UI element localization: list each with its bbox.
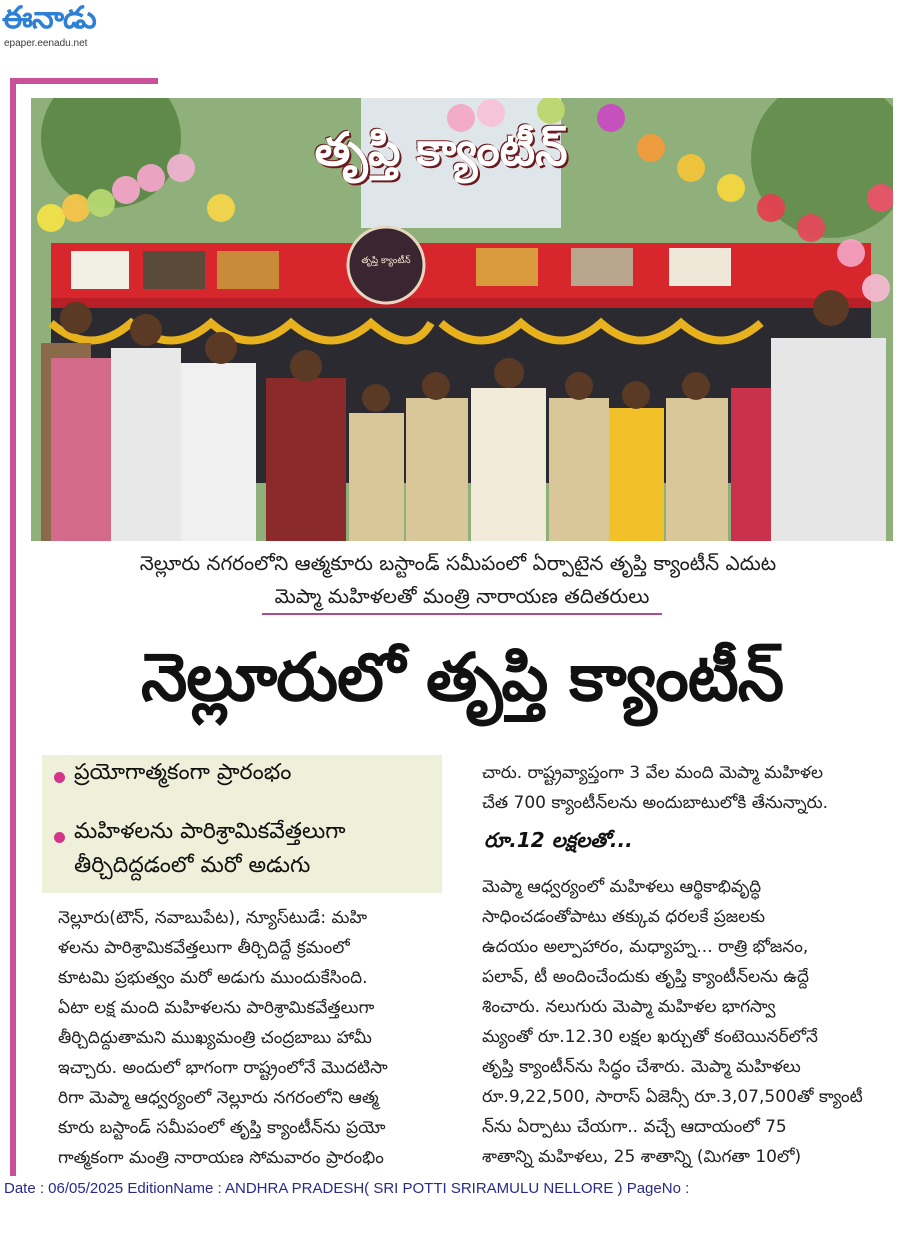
photo-caption-line2: మెప్మా మహిళలతో మంత్రి నారాయణ తదితరులు <box>274 584 650 608</box>
text-line: మ్యంతో రూ.12.30 లక్షల ఖర్చుతో కంటెయినర్‌లోనే <box>482 1027 818 1047</box>
article-body-right <box>482 872 890 1172</box>
text-line: ఏటా లక్ష మంది మహిళలను పారిశ్రామికవేత్తలుగా <box>58 998 375 1018</box>
text-line: రిగా మెప్మా ఆధ్వర్యంలో నెల్లూరు నగరంలోని ఆత్మ <box>58 1088 379 1108</box>
text-line: పలావ్, టీ అందించేందుకు తృప్తి క్యాంటీన్‌లను ఉద్దే <box>482 967 809 987</box>
canteen-badge-text: తృప్తి క్యాంటీన్ <box>361 256 411 266</box>
caption-underline <box>262 613 662 615</box>
highlight-item: తీర్చిదిద్దడంలో మరో అడుగు <box>74 853 311 878</box>
text-line: ఉదయం అల్పాహారం, మధ్యాహ్న... రాత్రి భోజనం, <box>482 937 809 957</box>
article-body-left <box>58 903 446 1173</box>
highlight-item: ప్రయోగాత్మకంగా ప్రారంభం <box>74 760 292 785</box>
edition-footer: Date : 06/05/2025 EditionName : ANDHRA PRADESH( SRI POTTI SRIRAMULU NELLORE ) PageNo : <box>4 1180 690 1197</box>
sub-heading: రూ.12 లక్షలతో... <box>484 828 633 852</box>
article-body-right-top <box>482 758 890 818</box>
frame-top-rule <box>10 78 158 84</box>
text-line: ళలను పారిశ్రామికవేత్తలుగా తీర్చిదిద్దే క్రమంలో <box>58 938 350 958</box>
epaper-url: epaper.eenadu.net <box>4 38 88 49</box>
highlights-box <box>42 755 442 893</box>
frame-left-rule <box>10 78 16 1176</box>
photo-caption-line1: నెల్లూరు నగరంలోని ఆత్మకూరు బస్టాండ్ సమీపంలో ఏర్పాటైన తృప్తి క్యాంటీన్ ఎదుట <box>139 551 777 575</box>
canteen-sign-text: తృప్తి క్యాంటీన్ <box>314 122 568 176</box>
text-line: ఇచ్చారు. అందులో భాగంగా రాష్ట్రంలోనే మొదటిసా <box>58 1058 388 1078</box>
text-line: తృప్తి క్యాంటీన్‌ను సిద్ధం చేశారు. మెప్మా మహిళలు <box>482 1057 801 1077</box>
text-line: కూటమి ప్రభుత్వం మరో అడుగు ముందుకేసింది. <box>58 968 368 988</box>
text-line: రూ.9,22,500, సారాస్ ఏజెన్సీ రూ.3,07,500తో క్యాంటీ <box>482 1087 863 1107</box>
text-line: చేత 700 క్యాంటీన్‌లను అందుబాటులోకి తేనున్నారు. <box>482 793 828 813</box>
eenadu-logo: ఈనాడు <box>2 0 96 36</box>
text-line: శాతాన్ని మహిళలు, 25 శాతాన్ని (మిగతా 10లో) <box>482 1147 802 1167</box>
text-line: చారు. రాష్ట్రవ్యాప్తంగా 3 వేల మంది మెప్మా మహిళల <box>482 763 824 783</box>
text-line: గాత్మకంగా మంత్రి నారాయణ సోమవారం ప్రారంభిం <box>58 1148 384 1168</box>
page-headline: నెల్లూరులో తృప్తి క్యాంటీన్ <box>140 639 784 716</box>
text-line: శించారు. నలుగురు మెప్మా మహిళల భాగస్వా <box>482 997 776 1017</box>
news-photo <box>31 98 893 541</box>
text-line: నెల్లూరు(టౌన్, నవాబుపేట), న్యూస్‌టుడే: మహి <box>58 908 368 928</box>
text-line: సాధించడంతోపాటు తక్కువ ధరలకే ప్రజలకు <box>482 907 766 927</box>
text-line: న్‌ను ఏర్పాటు చేయగా.. వచ్చే ఆదాయంలో 75 <box>482 1117 787 1137</box>
text-line: మెప్మా ఆధ్వర్యంలో మహిళలు ఆర్థికాభివృద్ధి <box>482 877 762 897</box>
bullet-dot-icon <box>54 832 65 843</box>
text-line: కూరు బస్టాండ్ సమీపంలో తృప్తి క్యాంటీన్‌ను ప్రయో <box>58 1118 386 1138</box>
text-line: తీర్చిదిద్దుతామని ముఖ్యమంత్రి చంద్రబాబు హామీ <box>58 1028 372 1048</box>
highlight-item: మహిళలను పారిశ్రామికవేత్తలుగా <box>74 819 346 844</box>
bullet-dot-icon <box>54 772 65 783</box>
